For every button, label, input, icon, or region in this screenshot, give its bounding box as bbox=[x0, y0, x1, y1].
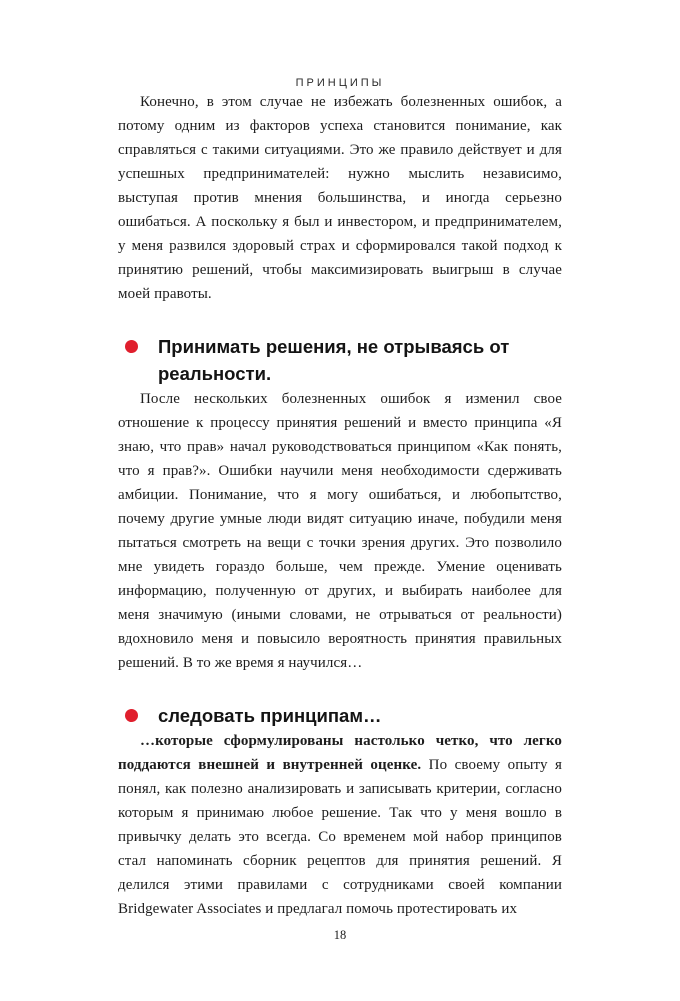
section-heading-2 bbox=[118, 702, 562, 729]
running-header: ПРИНЦИПЫ bbox=[295, 77, 385, 89]
paragraph-principles-bold: …которые сформулированы настолько четко, что легко поддаются внешней и внутренней оценке. bbox=[118, 733, 562, 773]
section-heading-2-text: следовать принципам… bbox=[158, 705, 382, 726]
paragraph-principles-rest: По своему опыту я понял, как полезно анализировать и записывать критерии, согласно которым я принимаю любое решение. Так что у меня вошло в привычку делать это всегда. Со временем мой набор принципов стал напоминать сборник рецептов для принятия решений. Я делился этими правилами с сотрудниками своей компании Bridgewater Associates и предлагал помочь протестировать их bbox=[118, 757, 562, 917]
red-bullet-icon bbox=[125, 709, 138, 722]
paragraph-decisions: После нескольких болезненных ошибок я изменил свое отношение к процессу принятия решений и вместо принципа «Я знаю, что прав» начал руководствоваться принципом «Как понять, что я прав?». Ошибки научили меня необходимости сдерживать амбиции. Понимание, что я могу ошибаться, и любопытство, почему другие умные люди видят ситуацию иначе, побудили меня пытаться смотреть на вещи с точки зрения других. Это позволило мне увидеть гораздо больше, чем прежде. Умение оценивать информацию, полученную от других, и выбирать наиболее для меня значимую (иными словами, не отрываться от реальности) вдохновило меня и повысило вероятность принятия правильных решений. В то же время я научился… bbox=[118, 391, 562, 671]
section-heading-1-text: Принимать решения, не отрываясь от реальности. bbox=[158, 336, 510, 384]
page-number: 18 bbox=[333, 928, 347, 942]
section-heading-1 bbox=[118, 333, 562, 387]
paragraph-intro: Конечно, в этом случае не избежать болезненных ошибок, а потому одним из факторов успеха становится понимание, как справляться с такими ситуациями. Это же правило действует и для успешных предпринимателей: нужно мыслить независимо, выступая против мнения большинства, и иногда серьезно ошибаться. А поскольку я был и инвестором, и предпринимателем, у меня развился здоровый страх и сформировался такой подход к принятию решений, чтобы максимизировать выигрыш в случае моей правоты. bbox=[118, 94, 562, 302]
paragraph-principles bbox=[118, 729, 562, 921]
red-bullet-icon bbox=[125, 340, 138, 353]
